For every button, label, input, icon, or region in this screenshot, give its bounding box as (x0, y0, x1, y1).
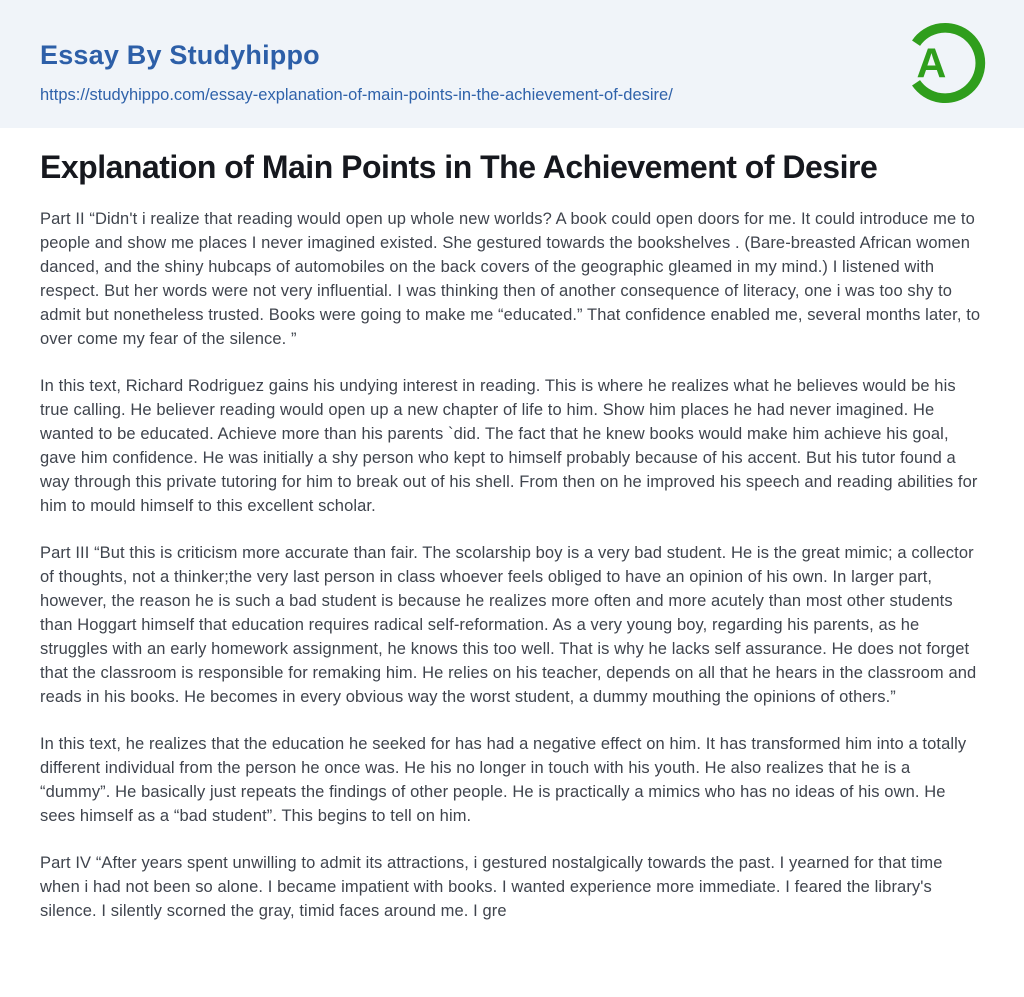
logo-arc-icon (898, 16, 986, 110)
site-name: Essay By Studyhippo (40, 40, 320, 70)
page-header (0, 0, 1024, 128)
essay-paragraph-part-4-quote: Part IV “After years spent unwilling to admit its attractions, i gestured nostalgically towards the past. I yearned for that time when i had not been so alone. I became impatient with books. I wanted experience more immediate. I feared the library's silence. I silently scorned the gray, timid faces around me. I gre (40, 854, 943, 921)
essay-paragraph-part-3-quote: Part III “But this is criticism more accurate than fair. The scolarship boy is a very bad student. He is the great mimic; a collector of thoughts, not a thinker;the very last person in class whoever feels obliged to have an opinion of his own. In larger part, however, the reason he is such a bad student is because he realizes more often and more acutely than most other students than Hoggart himself that education requires radical self-reformation. As a very young boy, regarding his parents, as he struggles with an early homework assignment, he knows this too well. That is why he lacks self assurance. He does not forget that the classroom is responsible for remaking him. He relies on his teacher, depends on all that he hears in the classroom and reads in his books. He becomes in every obvious way the worst student, a dummy mouthing the opinions of others.” (40, 544, 977, 707)
studyhippo-logo (898, 16, 986, 110)
article-title: Explanation of Main Points in The Achievement of Desire (40, 149, 878, 185)
article-content (0, 128, 1024, 986)
page-url-link[interactable]: https://studyhippo.com/essay-explanation-of-main-points-in-the-achievement-of-desire/ (40, 86, 673, 104)
essay-paragraph-part-2-quote: Part II “Didn't i realize that reading would open up whole new worlds? A book could open doors for me. It could introduce me to people and show me places I never imagined existed. She gestured towards the bookshelves . (Bare-breasted African women danced, and the shiny hubcaps of automobiles on the back covers of the geographic gleamed in my mind.) I listened with respect. But her words were not very influential. I was thinking then of another consequence of literacy, one i was too shy to admit but nonetheless trusted. Books were going to make me “educated.” That confidence enabled me, several months later, to over come my fear of the silence. ” (40, 210, 981, 349)
essay-paragraph-part-2-analysis: In this text, Richard Rodriguez gains his undying interest in reading. This is where he realizes what he believes would be his true calling. He believer reading would open up a new chapter of life to him. Show him places he had never imagined. He wanted to be educated. Achieve more than his parents `did. The fact that he knew books would make him achieve his goal, gave him confidence. He was initially a shy person who kept to himself probably because of his accent. But his tutor found a way through this private tutoring for him to break out of his shell. From then on he improved his speech and reading abilities for him to mould himself to this excellent scholar. (40, 377, 978, 516)
essay-paragraph-part-3-analysis: In this text, he realizes that the education he seeked for has had a negative effect on him. It has transformed him into a totally different individual from the person he once was. He his no longer in touch with his youth. He also realizes that he is a “dummy”. He basically just repeats the findings of other people. He is practically a mimics who has no ideas of his own. He sees himself as a “bad student”. This begins to tell on him. (40, 735, 967, 826)
logo-letter: A (916, 40, 947, 87)
